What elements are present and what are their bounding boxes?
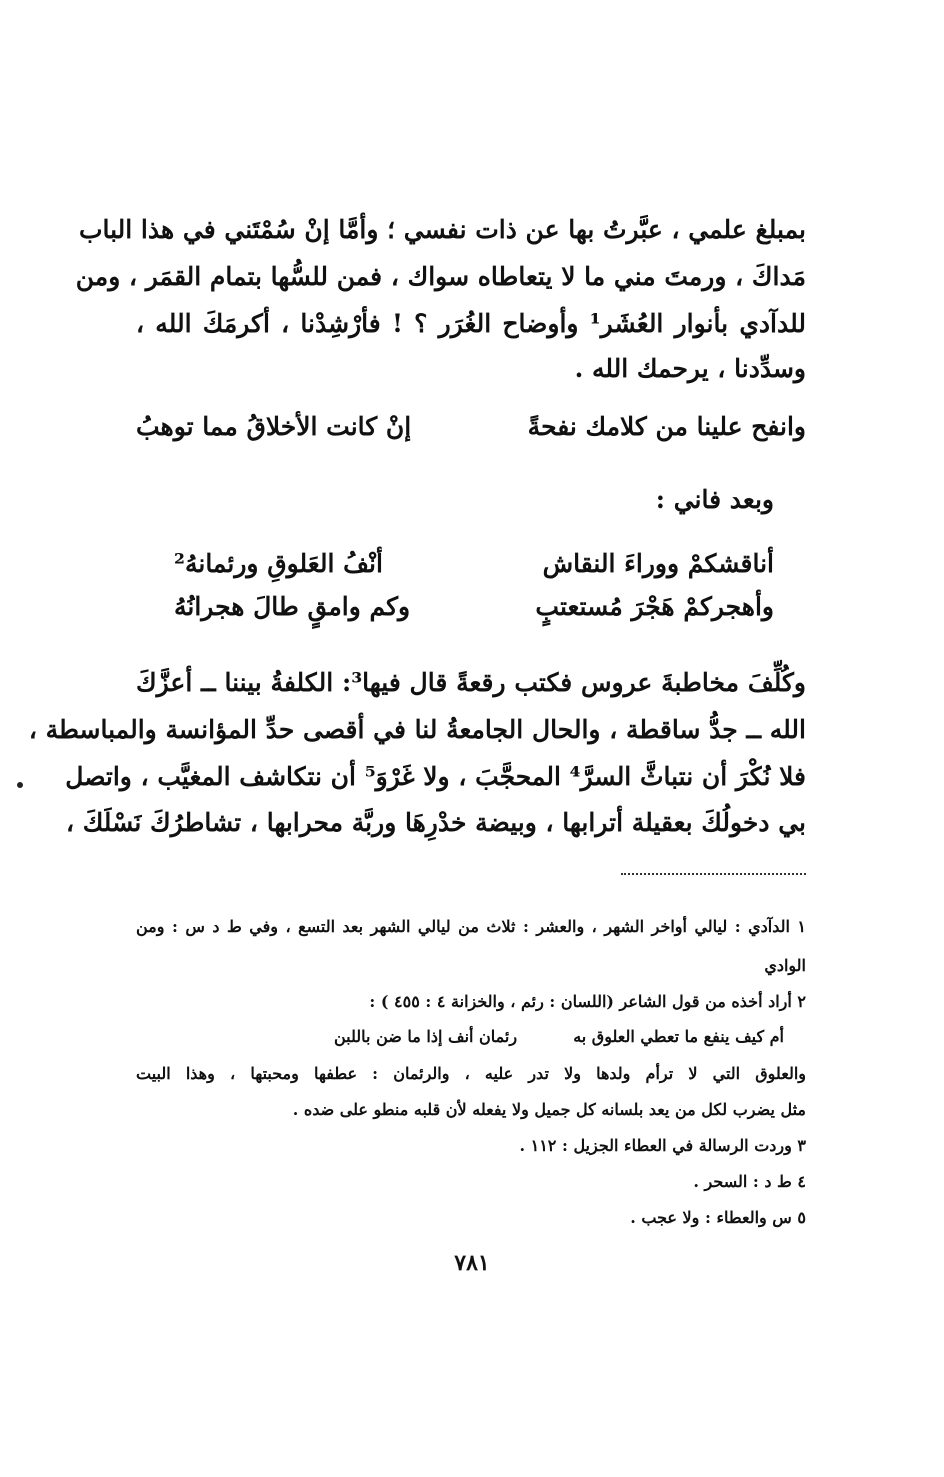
footnote-line: ٥ س والعطاء : ولا عجب . <box>630 1208 806 1227</box>
footnote-line: والعلوق التي لا ترأم ولدها ولا تدر عليه ، والرئمان : عطفها ومحبتها ، وهذا البيت <box>136 1064 806 1083</box>
prose-line: مَداكَ ، ورمتَ مني ما لا يتعاطاه سواك ، فمن للسُّها بتمام القمَر ، ومن <box>75 262 806 291</box>
prose-line: وسدِّدنا ، يرحمك الله . <box>574 354 806 383</box>
poem-verse <box>174 585 774 629</box>
intro-line: وبعد فاني : <box>655 485 774 514</box>
scan-speck <box>17 782 23 788</box>
page-number: ٧٨١ <box>454 1250 490 1276</box>
footnote-line: ٣ وردت الرسالة في العطاء الجزيل : ١١٢ . <box>519 1136 806 1155</box>
verse-second-hemistich: إنْ كانت الأخلاقُ مما توهبُ <box>136 412 412 441</box>
verse-first-hemistich: وأهجركمْ هَجْرَ مُستعتبٍ <box>535 592 774 621</box>
verse-first-hemistich: وانفح علينا من كلامك نفحةً <box>527 412 806 441</box>
footnote-separator <box>621 873 806 875</box>
prose-line: فلا نُكْرَ أن نتباثَّ السرَّ⁴ المحجَّبَ ، ولا غَرْوَ⁵ أن نتكاشف المغيَّب ، واتصل <box>65 762 806 791</box>
verse-first-hemistich: أم كيف ينفع ما تعطي العلوق به <box>573 1027 784 1046</box>
prose-line: وكُلِّفَ مخاطبةَ عروس فكتب رقعةً قال فيها³: الكلفةُ بيننا ــ أعزَّكَ <box>136 668 806 697</box>
verse-second-hemistich: أنْفُ العَلوقِ ورئمانهُ² <box>174 549 383 578</box>
prose-line: بمبلغ علمي ، عبَّرتُ بها عن ذات نفسي ؛ وأمَّا إنْ سُمْتَني في هذا الباب <box>78 215 806 244</box>
prose-line: بي دخولُكَ بعقيلة أترابها ، وبيضة خدْرِهَا وربَّة محرابها ، تشاطرُكَ نَسْلَكَ ، <box>65 808 806 837</box>
verse-first-hemistich: أناقشكمْ ووراءَ النقاش <box>542 549 774 578</box>
prose-line: الله ــ جدُّ ساقطة ، والحال الجامعةُ لنا في أقصى حدِّ المؤانسة والمباسطة ، <box>28 715 806 744</box>
verse-second-hemistich: رئمان أنف إذا ما ضن باللبن <box>334 1027 518 1046</box>
footnote-line: الوادي <box>764 956 806 975</box>
poem-verse <box>174 542 774 586</box>
footnote-line: ٢ أراد أخذه من قول الشاعر (اللسان : رئم ، والخزانة ٤ : ٤٥٥ ) : <box>369 992 806 1011</box>
footnote-line: مثل يضرب لكل من يعد بلسانه كل جميل ولا يفعله لأن قلبه منطو على ضده . <box>292 1100 806 1119</box>
prose-line: للدآدي بأنوار العُشَر¹ وأوضاح الغُرَر ؟ ! فأرْشِدْنا ، أكرمَكَ الله ، <box>136 309 806 338</box>
footnote-verse <box>334 1022 784 1052</box>
verse-second-hemistich: وكم وامقٍ طالَ هجرانُهُ <box>174 592 411 621</box>
footnote-line: ١ الدآدي : ليالي أواخر الشهر ، والعشر : ثلاث من ليالي الشهر بعد التسع ، وفي ط د س : ومن <box>136 917 806 936</box>
footnote-line: ٤ ط د : السحر . <box>693 1172 806 1191</box>
verse-line <box>136 402 806 452</box>
